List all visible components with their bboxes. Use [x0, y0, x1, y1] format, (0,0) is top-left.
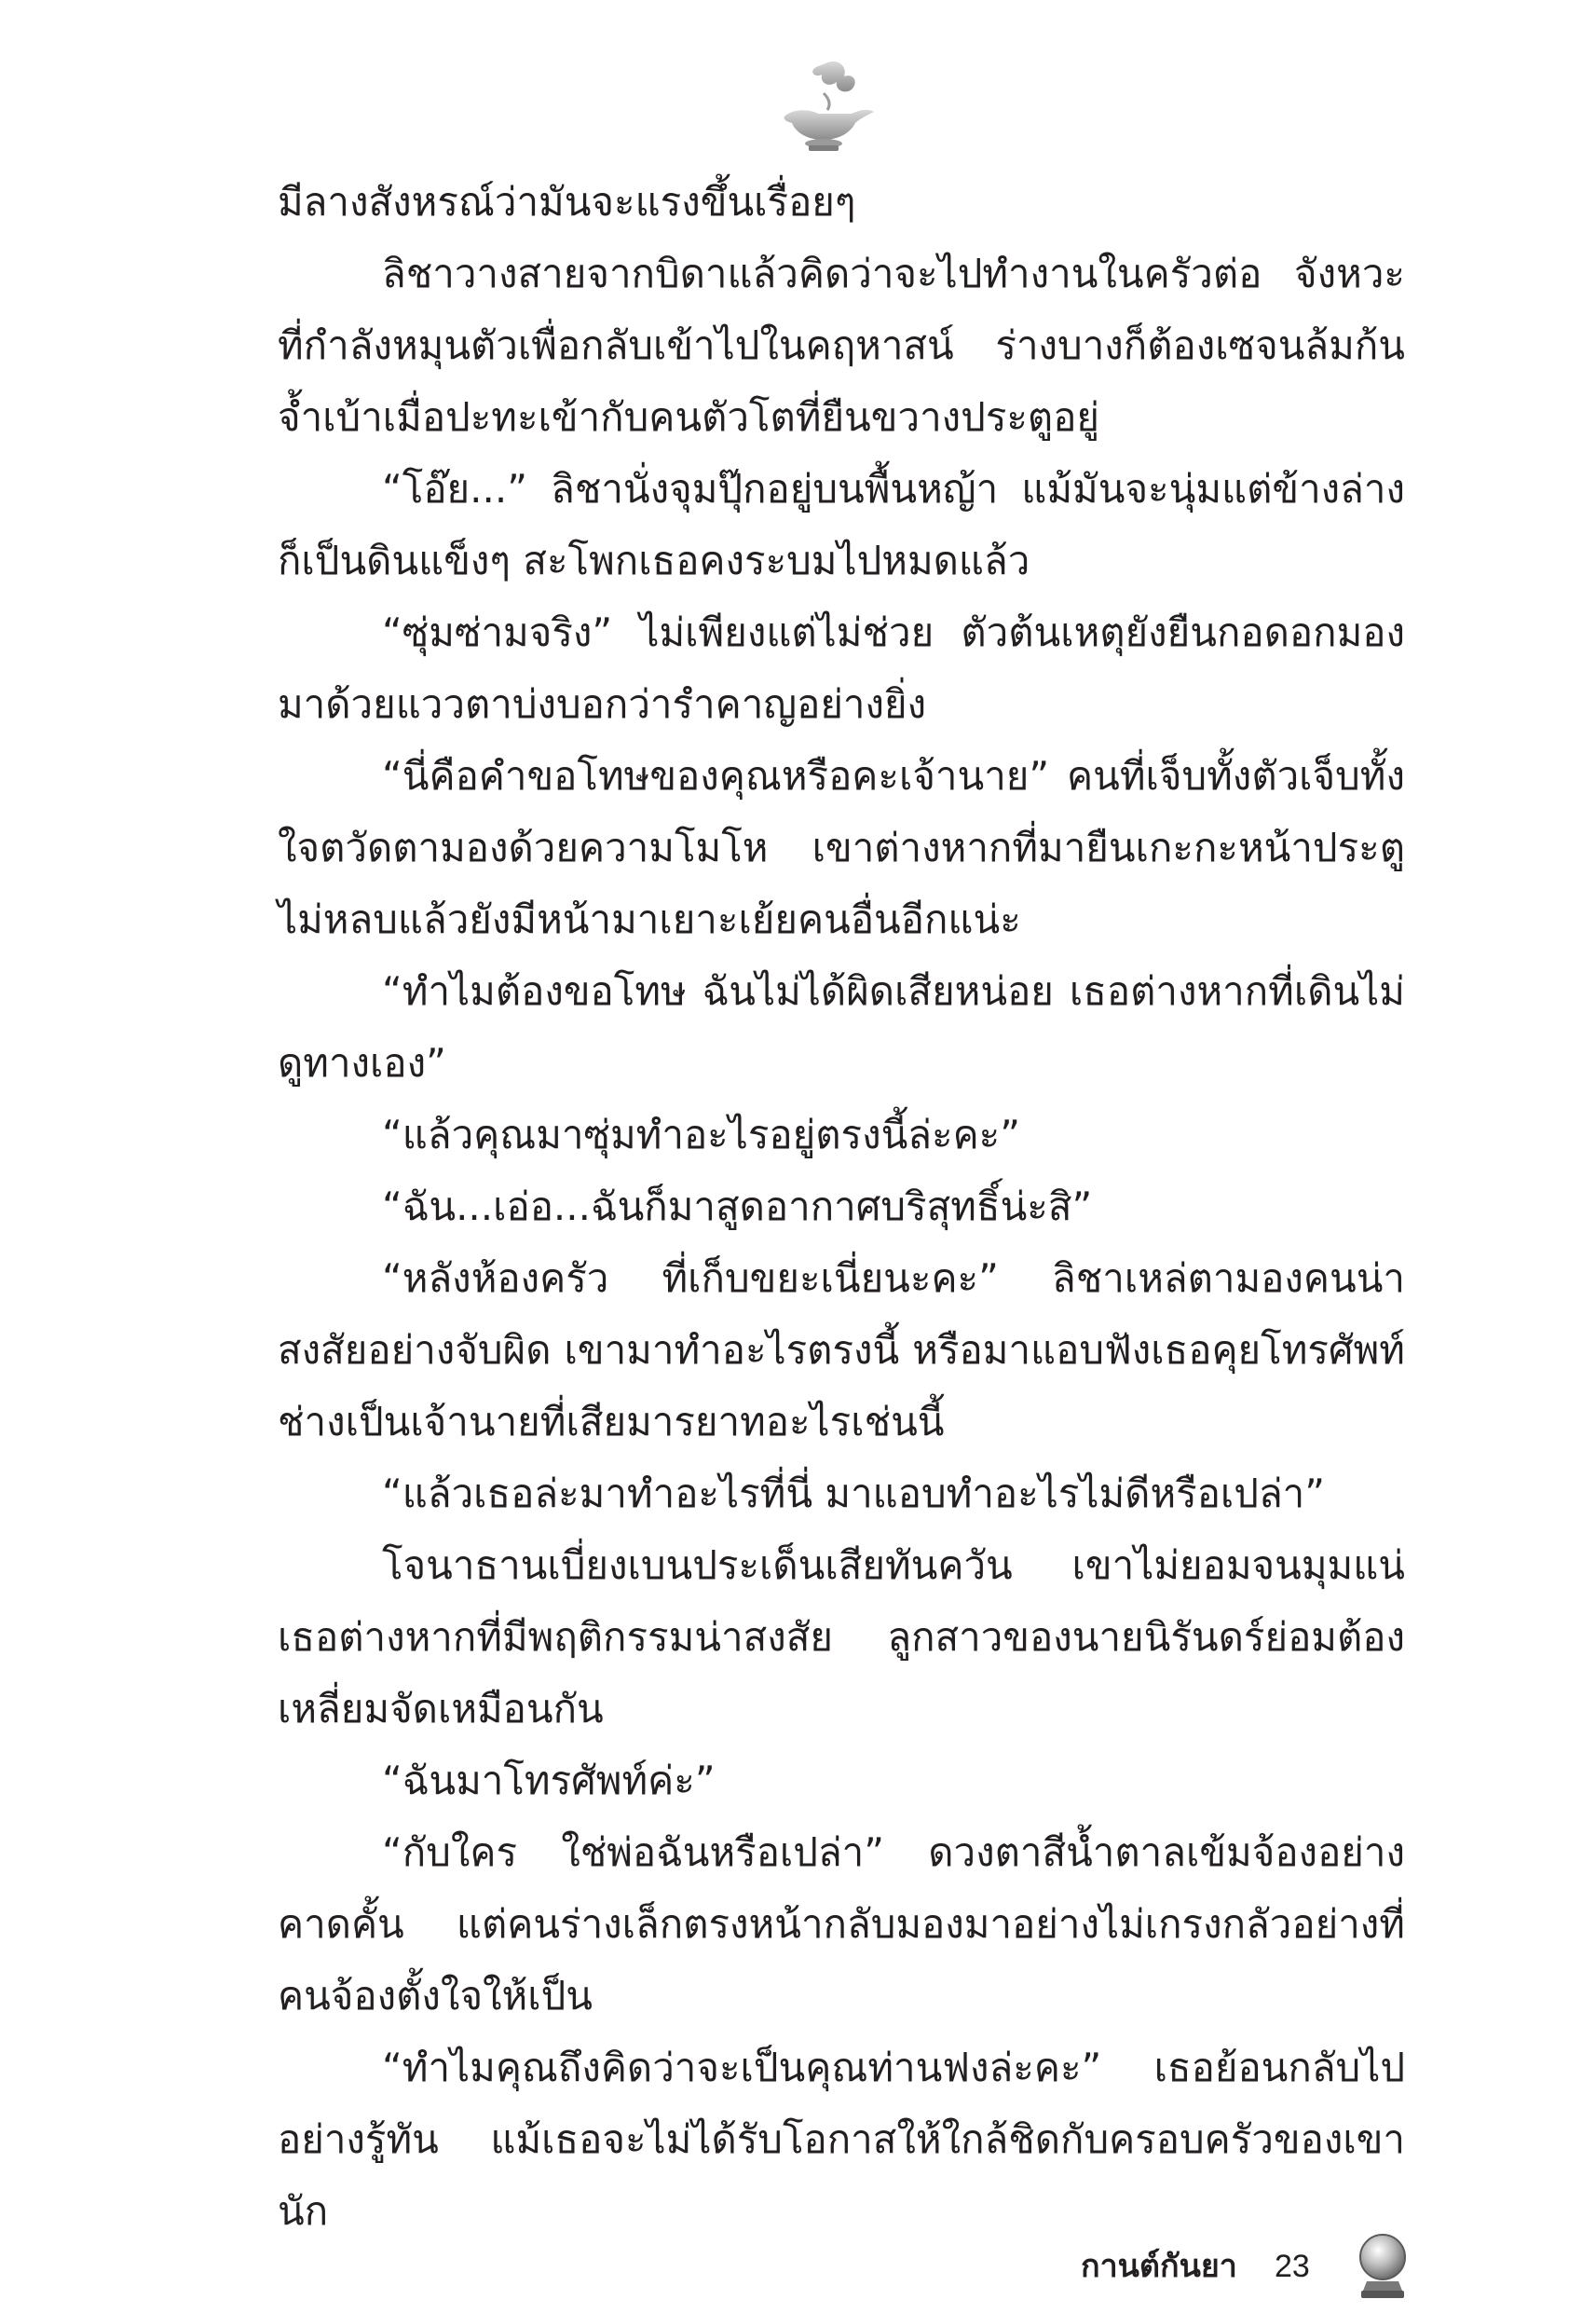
genie-lamp-icon [770, 56, 881, 158]
page-number: 23 [1275, 2249, 1310, 2284]
paragraph: “นี่คือคำขอโทษของคุณหรือคะเจ้านาย” คนที่เจ็บทั้งตัวเจ็บทั้งใจตวัดตามองด้วยความโมโห เขาต่างหากที่มายืนเกะกะหน้าประตู ไม่หลบแล้วยังมีหน้ามาเยาะเย้ยคนอื่นอีกแน่ะ [278, 753, 1405, 942]
page-footer [0, 2229, 1596, 2313]
book-title: กานต์กันยา [1081, 2248, 1237, 2285]
paragraph: “ซุ่มซ่ามจริง” ไม่เพียงแต่ไม่ช่วย ตัวต้นเหตุยังยืนกอดอกมองมาด้วยแววตาบ่งบอกว่ารำคาญอย่างยิ่ง [278, 609, 1405, 727]
page-body [278, 166, 1405, 2247]
paragraph: “โอ๊ย...” ลิชานั่งจุมปุ๊กอยู่บนพื้นหญ้า แม้มันจะนุ่มแต่ข้างล่างก็เป็นดินแข็งๆ สะโพกเธอคงระบมไปหมดแล้ว [278, 466, 1405, 583]
paragraph: “ฉัน...เอ่อ...ฉันก็มาสูดอากาศบริสุทธิ์น่ะสิ” [382, 1184, 1093, 1229]
paragraph: “ทำไมต้องขอโทษ ฉันไม่ได้ผิดเสียหน่อย เธอต่างหากที่เดินไม่ดูทางเอง” [278, 968, 1405, 1086]
paragraph: โจนาธานเบี่ยงเบนประเด็นเสียทันควัน เขาไม่ยอมจนมุมแน่เธอต่างหากที่มีพฤติกรรมน่าสงสัย ลูกสาวของนายนิรันดร์ย่อมต้องเหลี่ยมจัดเหมือนกัน [278, 1542, 1405, 1731]
paragraph: ลิชาวางสายจากบิดาแล้วคิดว่าจะไปทำงานในครัวต่อ จังหวะที่กำลังหมุนตัวเพื่อกลับเข้าไปในคฤหาสน์ ร่างบางก็ต้องเซจนล้มก้นจ้ำเบ้าเมื่อปะทะเข้ากับคนตัวโตที่ยืนขวางประตูอยู่ [278, 251, 1405, 440]
paragraph: “หลังห้องครัว ที่เก็บขยะเนี่ยนะคะ” ลิชาเหล่ตามองคนน่าสงสัยอย่างจับผิด เขามาทำอะไรตรงนี้ หรือมาแอบฟังเธอคุยโทรศัพท์ ช่างเป็นเจ้านายที่เสียมารยาทอะไรเช่นนี้ [278, 1255, 1405, 1444]
paragraph: มีลางสังหรณ์ว่ามันจะแรงขึ้นเรื่อยๆ [278, 179, 856, 225]
crystal-ball-icon [1354, 2229, 1412, 2304]
paragraph: “แล้วคุณมาซุ่มทำอะไรอยู่ตรงนี้ล่ะคะ” [382, 1112, 1021, 1157]
paragraph: “แล้วเธอล่ะมาทำอะไรที่นี่ มาแอบทำอะไรไม่ดีหรือเปล่า” [382, 1471, 1326, 1516]
paragraph: “ทำไมคุณถึงคิดว่าจะเป็นคุณท่านฟงล่ะคะ” เธอย้อนกลับไปอย่างรู้ทัน แม้เธอจะไม่ได้รับโอกาสให้ใกล้ชิดกับครอบครัวของเขานัก [278, 2045, 1405, 2234]
paragraph: “ฉันมาโทรศัพท์ค่ะ” [382, 1758, 716, 1803]
paragraph: “กับใคร ใช่พ่อฉันหรือเปล่า” ดวงตาสีน้ำตาลเข้มจ้องอย่างคาดคั้น แต่คนร่างเล็กตรงหน้ากลับมองมาอย่างไม่เกรงกลัวอย่างที่คนจ้องตั้งใจให้เป็น [278, 1829, 1405, 2019]
